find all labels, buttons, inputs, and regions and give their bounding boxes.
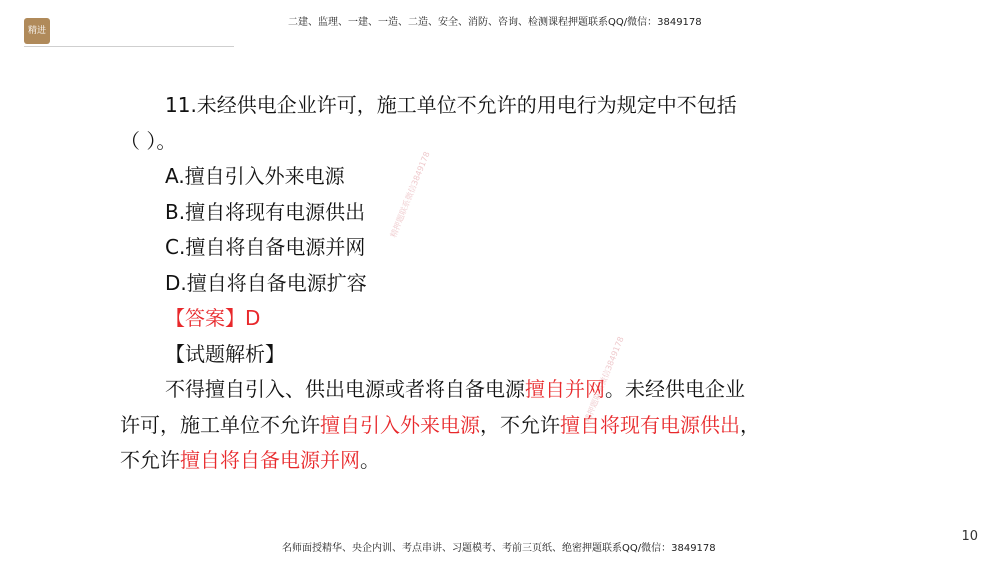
- option-b: B.擅自将现有电源供出: [165, 199, 366, 224]
- analysis-line3: [120, 443, 820, 479]
- analysis-highlight: 擅自并网: [525, 377, 605, 401]
- header-text: 二建、监理、一建、一造、二造、安全、消防、咨询、检测课程押题联系QQ/微信：3849178: [288, 17, 702, 28]
- option-c: C.擅自将自备电源并网: [165, 235, 366, 259]
- analysis-text: 许可，施工单位不允许: [120, 412, 320, 437]
- analysis-text: 不得擅自引入、供出电源或者将自备电源: [165, 377, 525, 401]
- question-stem-line1: 11.未经供电企业许可，施工单位不允许的用电行为规定中不包括: [165, 93, 737, 117]
- option-a: A.擅自引入外来电源: [165, 164, 345, 188]
- analysis-highlight: 擅自将现有电源供出: [560, 412, 740, 437]
- analysis-text: 不允许: [120, 448, 180, 472]
- watermark: 精押题联系微信3849178: [582, 335, 626, 424]
- option-d: D.擅自将自备电源扩容: [165, 270, 367, 295]
- analysis-title: 【试题解析】: [165, 341, 285, 366]
- question-stem-line2: （ ）。: [120, 128, 177, 153]
- analysis-text: ，不允许: [480, 412, 560, 437]
- analysis-text: 。未经供电企业: [605, 377, 745, 401]
- page-number: 10: [961, 529, 978, 544]
- analysis-text: ，: [740, 412, 760, 437]
- analysis-line2: [120, 408, 820, 444]
- footer-text: 名师面授精华、央企内训、考点串讲、习题模考、考前三页纸、绝密押题联系QQ/微信：3849178: [282, 543, 716, 554]
- analysis-line1: [120, 372, 820, 408]
- analysis-highlight: 擅自引入外来电源: [320, 412, 480, 437]
- question-content: [120, 88, 820, 479]
- logo: 精进: [24, 18, 50, 44]
- analysis-highlight: 擅自将自备电源并网: [180, 448, 360, 472]
- watermark: 精押题联系微信3849178: [388, 150, 432, 239]
- header-divider: [24, 46, 234, 47]
- analysis-text: 。: [360, 448, 380, 472]
- answer-label: 【答案】D: [165, 306, 261, 330]
